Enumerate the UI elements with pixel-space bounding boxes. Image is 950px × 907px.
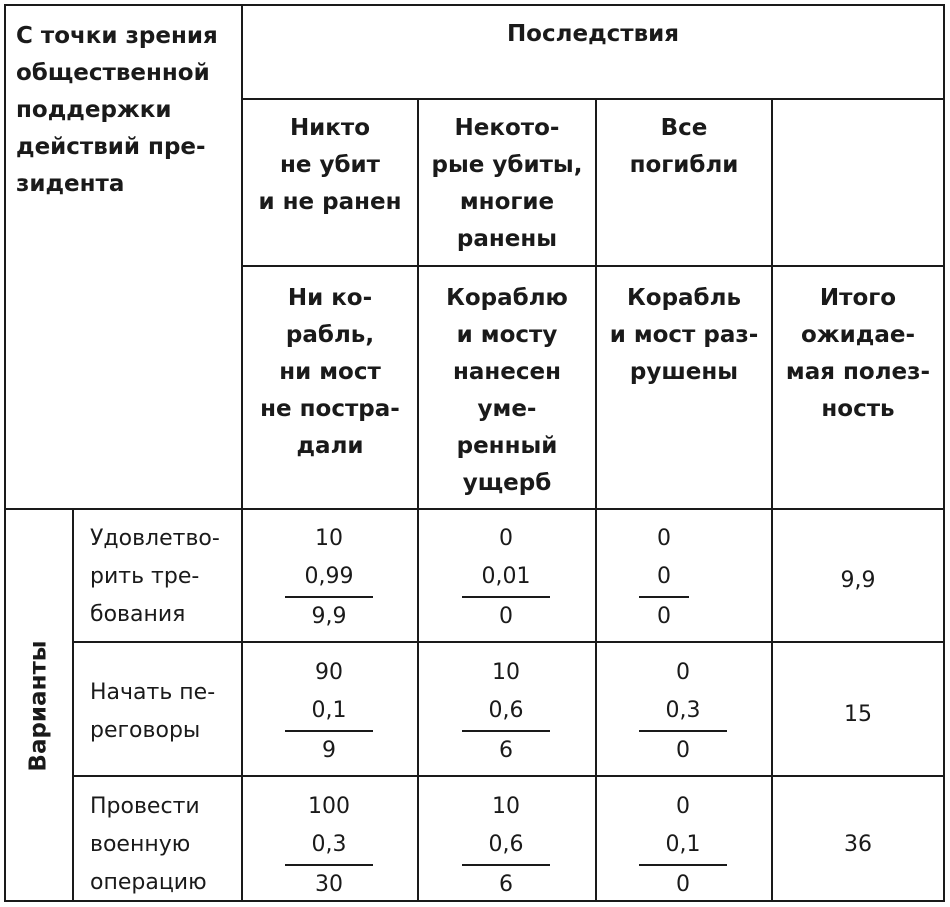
header-line: Ни ко- — [287, 285, 373, 311]
rule-row-2 — [72, 775, 943, 777]
header-line: дали — [296, 433, 364, 459]
header-line: ожидае- — [800, 322, 916, 348]
product-value: 0 — [657, 604, 671, 629]
total-value: 15 — [844, 702, 872, 727]
header-line: Никто — [289, 115, 371, 141]
row-label-2 — [90, 674, 240, 750]
probability-value: 0,1 — [311, 698, 347, 723]
utility-value: 90 — [315, 660, 343, 685]
header-line: уме- — [477, 396, 537, 422]
utility-value: 0 — [499, 526, 513, 551]
product-value: 9,9 — [311, 604, 347, 629]
total-value: 36 — [844, 832, 872, 857]
product-value: 9 — [322, 738, 336, 763]
header-line: и мосту — [456, 322, 558, 348]
header-line: многие — [459, 189, 555, 215]
probability-value: 0,3 — [311, 832, 347, 857]
cell-r3-c2 — [462, 788, 550, 904]
header-line: ность — [821, 396, 895, 422]
corner-line: общественной — [16, 60, 210, 86]
header-line: погибли — [629, 152, 739, 178]
header-line: не убит — [280, 152, 380, 178]
cell-r2-c2 — [462, 654, 550, 770]
total-r3 — [773, 826, 943, 864]
row-label-1 — [90, 520, 240, 634]
header-line: ущерб — [462, 470, 552, 496]
outcome-people-2 — [419, 110, 595, 258]
probability-value: 0,6 — [488, 832, 524, 857]
rule-col-3 — [771, 98, 773, 900]
header-line: ни мост — [279, 359, 381, 385]
header-line: нанесен — [452, 359, 562, 385]
rule-under-title — [241, 98, 943, 100]
row-label-line: военную — [90, 832, 191, 857]
product-value: 6 — [499, 872, 513, 897]
product-value: 0 — [676, 738, 690, 763]
outcome-ship-3 — [597, 280, 771, 391]
cell-r3-c3 — [639, 788, 727, 904]
header-line: Корабль — [626, 285, 742, 311]
header-line: и мост раз- — [609, 322, 759, 348]
corner-line: действий пре- — [16, 134, 206, 160]
total-r2 — [773, 696, 943, 734]
header-line: рые убиты, — [431, 152, 583, 178]
decision-table — [4, 4, 945, 902]
outcome-ship-1 — [243, 280, 417, 465]
total-value: 9,9 — [840, 568, 876, 593]
header-line: и не ранен — [258, 189, 402, 215]
row-label-line: операцию — [90, 870, 207, 895]
total-r1 — [773, 562, 943, 600]
group-title-text: Последствия — [506, 21, 680, 47]
utility-value: 0 — [676, 794, 690, 819]
corner-header — [16, 18, 236, 203]
product-value: 30 — [315, 872, 343, 897]
header-line: ранены — [456, 226, 558, 252]
variants-label — [19, 640, 59, 772]
outcome-ship-2 — [419, 280, 595, 502]
row-label-line: Провести — [90, 794, 200, 819]
probability-value: 0,1 — [665, 832, 701, 857]
header-line: мая полез- — [785, 359, 931, 385]
utility-value: 10 — [492, 660, 520, 685]
corner-line: зидента — [16, 171, 125, 197]
cell-r2-c1 — [285, 654, 373, 770]
row-label-line: Удовлетво- — [90, 526, 220, 551]
group-title — [243, 16, 943, 53]
rule-row-1 — [72, 641, 943, 643]
probability-value: 0,3 — [665, 698, 701, 723]
variants-label-text: Варианты — [26, 640, 53, 772]
header-line: не постра- — [260, 396, 400, 422]
total-utility-header — [773, 280, 943, 428]
row-label-line: рить тре- — [90, 564, 200, 589]
header-line: Кораблю — [446, 285, 568, 311]
product-value: 0 — [499, 604, 513, 629]
header-line: Некото- — [454, 115, 560, 141]
rule-under-people-outcomes — [241, 265, 943, 267]
header-line: Все — [660, 115, 708, 141]
utility-value: 10 — [315, 526, 343, 551]
rule-side-label — [72, 508, 74, 900]
cell-r2-c3 — [639, 654, 727, 770]
outcome-people-1 — [243, 110, 417, 221]
row-label-3 — [90, 788, 240, 902]
probability-value: 0,99 — [304, 564, 354, 589]
cell-r1-c2 — [462, 520, 550, 636]
product-value: 0 — [676, 872, 690, 897]
probability-value: 0,6 — [488, 698, 524, 723]
rule-col-2 — [595, 98, 597, 900]
header-line: рабль, — [285, 322, 375, 348]
header-line: рушены — [629, 359, 739, 385]
cell-r1-c3 — [639, 520, 689, 636]
utility-value: 100 — [308, 794, 350, 819]
header-line: Итого — [819, 285, 897, 311]
rule-under-header — [6, 508, 943, 510]
probability-value: 0,01 — [481, 564, 531, 589]
row-label-line: Начать пе- — [90, 680, 216, 705]
utility-value: 0 — [676, 660, 690, 685]
header-line: ренный — [456, 433, 558, 459]
utility-value: 10 — [492, 794, 520, 819]
corner-line: поддержки — [16, 97, 172, 123]
row-label-line: бования — [90, 602, 186, 627]
cell-r3-c1 — [285, 788, 373, 904]
utility-value: 0 — [657, 526, 671, 551]
product-value: 6 — [499, 738, 513, 763]
probability-value: 0 — [657, 564, 671, 589]
cell-r1-c1 — [285, 520, 373, 636]
corner-line: С точки зрения — [16, 23, 218, 49]
outcome-people-3 — [597, 110, 771, 184]
row-label-line: реговоры — [90, 718, 201, 743]
